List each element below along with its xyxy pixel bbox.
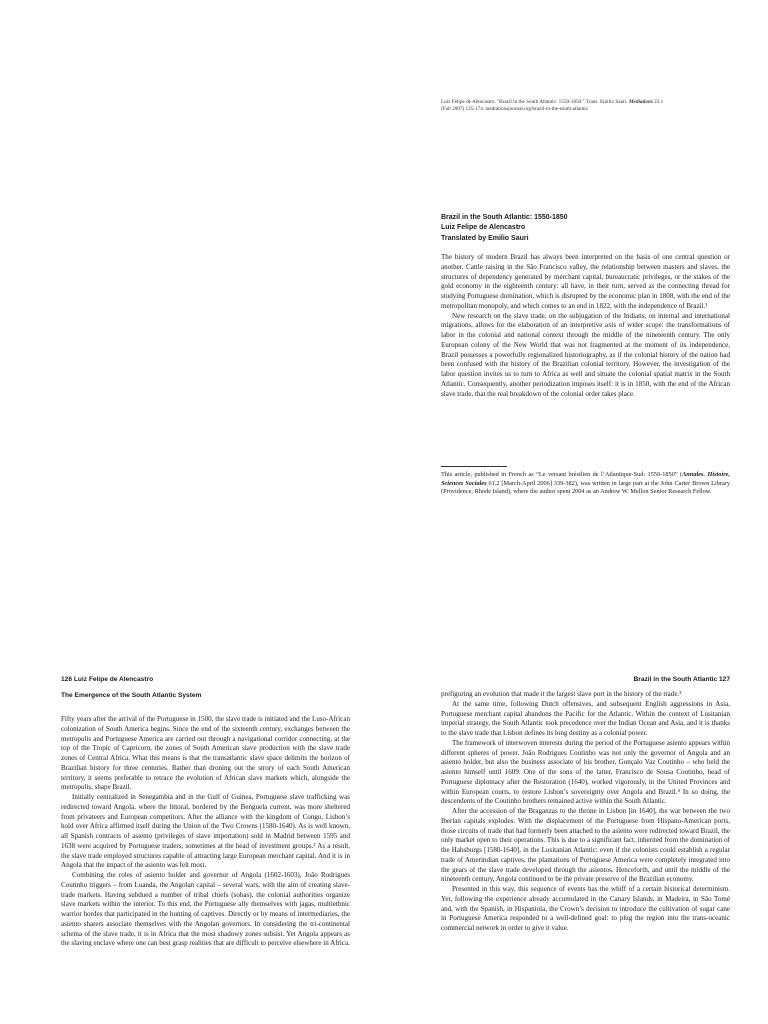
citation-line2: (Fall 2007) 125-174. mediationsjournal.org/brazil-in-the-south-atlantic <box>441 106 588 112</box>
footnote <box>441 471 730 497</box>
body-paragraph: The framework of interwoven interests during the period of the Portuguese asiento appears within different spheres of power. João Rodrigues Coutinho was not only the governor of Angola and an asiento holder, but also the business associate of his brother, Gonçalo Vaz Coutinho – who held the asiento himself until 1609. One of the sons of the latter, Francisco de Sousa Coutinho, head of Portuguese diplomacy after the Restoration (1640), worked vigorously, in the United Provinces and within European courts, to restore Lisbon’s sovereignty over Angola and Brazil.⁴ In so doing, the descendents of the Coutinho brothers remained active within the South Atlantic. <box>441 738 730 806</box>
article-translator: Translated by Emilio Sauri <box>441 234 529 242</box>
citation-line1-post: 23.1 <box>652 99 664 105</box>
footnote-pre: This article, published in French as “Le versant brésilien de l’Atlantique-Sud: 1550-1850” ( <box>441 471 683 478</box>
footnote-post: 61.2 [March-April 2006] 339-382), was written in large part at the John Carter Brown Library (Providence, Rhode Island), where the author spent 2004 as an Andrew W. Mellon Senior Research Fellow. <box>441 479 731 496</box>
body-paragraph: prefiguring an evolution that made it the largest slave port in the history of the trade.³ <box>441 690 682 698</box>
footnote-journal: Annales. Histoire, Sciences Sociales <box>441 471 731 487</box>
running-head-right: Brazil in the South Atlantic 127 <box>633 676 730 683</box>
citation-journal: Mediations <box>628 99 653 105</box>
article-header <box>441 213 731 244</box>
right-page-body <box>441 690 730 934</box>
footnote-rule <box>441 466 507 467</box>
intro-paragraph: The history of modern Brazil has always been interpreted on the basis of one central question or another. Cattle raising in the São Francisco valley, the relationship between masters and slaves, the structures of dependency generated by merchant capital, bureaucratic privileges, or the stakes of the gold economy in the eighteenth century: all have, in their turn, served as the connecting thread for studying Portuguese domination, which is disrupted by the economic plan in 1808, with the end of the metropolitan monopoly, and which comes to an end in 1822, with the independence of Brazil.¹ <box>441 253 730 310</box>
article-title: Brazil in the South Atlantic: 1550-1850 <box>441 214 568 221</box>
section-title: The Emergence of the South Atlantic System <box>61 692 202 699</box>
article-author: Luiz Felipe de Alencastro <box>441 224 526 232</box>
left-page-body <box>61 715 350 949</box>
body-paragraph: At the same time, following Dutch offensives, and subsequent English aggressions in Asia, Portuguese merchant capital abandons the Pacific for the Atlantic. Within the context of Lusitanian imperial strategy, the South Atlantic took precedence over the Indian Ocean and Asia, and it is thanks to the slave trade that Lisbon defines its long destiny as a colonial power. <box>441 699 730 737</box>
intro-text <box>441 253 730 399</box>
body-paragraph: Presented in this way, this sequence of events has the whiff of a certain historical determinism. Yet, following the experience already accumulated in the Canary Islands, in Madeira, in São Tomé and, with the Spanish, in Hispaniola, the Crown’s decision to introduce the cultivation of sugar cane in Portuguese America responded to a well-defined goal: to plug the region into the trans-oceanic commercial network in order to give it value. <box>441 885 730 932</box>
body-paragraph: After the accession of the Braganzas to the throne in Lisbon [in 1640], the war between the two Iberian capitals explodes. With the displacement of the Portuguese from Hispano-American ports, those circuits of trade that had formerly been attached to the asiento were redirected toward Brazil, the only market open to their operations. This is due to a significant fact, inherited from the domination of the Habsburgs [1580-1640], in the Lusitanian Atlantic: even if the colonists could establish a regular trade of Amerindian captives, the plantations of Portuguese America were completely integrated into the gears of the slave trade developed through the asientos. Henceforth, and until the middle of the nineteenth century, Angola continued to be the private preserve of the Brazilian economy. <box>441 807 730 884</box>
citation-line1-pre: Luiz Felipe de Alencastro. "Brazil in the South Atlantic: 1550-1850." Trans. Emilio Sauri. <box>441 99 629 105</box>
body-paragraph: Combining the roles of asiento holder and governor of Angola (1602-1603), João Rodrigues Coutinho triggers – from Luanda, the Angolan capital – several wars, with the aim of creating slave-trade markets. Having subdued a number of tribal chiefs (sobas), the colonial authorities organize slave markets within the interior. To this end, the Portuguese ally themselves with jagas, multiethnic warrior hordes that participated in the hunting of captives. Directly or by means of intermediaries, the asiento sharers associate themselves with the Angolan governors. In considering the tri-continental schema of the slave trade, it is in Africa that the most shadowy zones subsist. Yet Angola appears as the slaving enclave where one can best grasp realities that are difficult to perceive elsewhere in Africa. <box>61 871 350 948</box>
intro-paragraph: New research on the slave trade, on the subjugation of the Indians, on internal and international migrations, allows for the elaboration of an interpretive axis of wider scope: the transformations of labor in the colonial and national context through the middle of the nineteenth century. The only European colony of the New World that was not fragmented at the moment of its independence, Brazil possesses a powerfully regionalized historiography, as if the colonial history of the nation had been confused with the history of the Brazilian colonial territory. However, the investigation of the labor question invites us to turn to Africa as well and situate the colonial spatial matrix in the South Atlantic. Consequently, another periodization imposes itself: it is in 1850, with the end of the African slave trade, that the real breakdown of the colonial order takes place. <box>441 311 730 398</box>
body-paragraph: Fifty years after the arrival of the Portuguese in 1500, the slave trade is initiated and the Luso-African colonization of South America begins. Since the end of the sixteenth century, exchanges between the metropolis and Portuguese America are carried out through a navigational corridor connecting, at the top of the Tropic of Capricorn, the zones of South American slave production with the slave trade zones of Central Africa. What this means is that the transatlantic slave space delimits the horizon of Brazilian history for three centuries. Rather than droning out the strory of each South American territory, it seems preferable to retrace the evolution of African slave markets which, alongside the metropolis, shape Brazil. <box>61 715 350 792</box>
body-paragraph: Initially centralized in Senegambia and in the Gulf of Guinea, Portuguese slave trafficking was redirected toward Angola, where the littoral, bordered by the Benguela current, was more sheltered from privateers and European competitors. After the alliance with the kingdom of Congo, Lisbon’s hold over Africa affirmed itself during the Union of the Two Crowns (1580-1640). As is well known, all Spanish contracts of asiento (privileges of slave importation) sold in Madrid between 1595 and 1638 were acquired by Portuguese traders, sometimes at the head of investment groups.² As a result, the slave trade employed structures capable of attracting large European merchant capital. And it is in Angola that the impact of the asiento was felt most. <box>61 793 350 870</box>
citation-header <box>441 99 731 113</box>
running-head-left: 126 Luiz Felipe de Alencastro <box>61 676 154 683</box>
